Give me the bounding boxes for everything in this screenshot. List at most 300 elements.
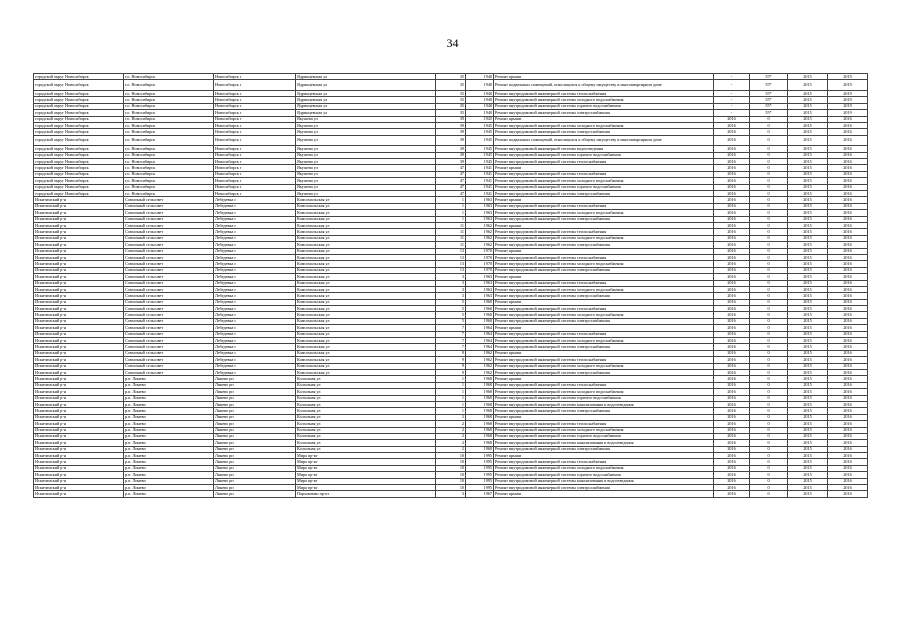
street-cell: Комсомольская ул — [296, 363, 436, 369]
build-year-cell: 1995 — [466, 478, 494, 484]
locality-cell: Новосибирск г — [214, 80, 296, 91]
end-year-cell: 2016 — [828, 129, 868, 135]
locality-cell: Лебедевка с — [214, 203, 296, 209]
house-number-cell: 13 — [436, 254, 466, 260]
plan-year-cell: 2016 — [714, 159, 750, 165]
settlement-cell: г.о. Новосибирск — [124, 171, 214, 177]
settlement-cell: Совхозный сельсовет — [124, 235, 214, 241]
wear-cell: 0 — [750, 159, 788, 165]
work-type-cell: Ремонт крыши — [494, 414, 714, 420]
settlement-cell: р.п. Линево — [124, 465, 214, 471]
street-cell: Комсомольская ул — [296, 357, 436, 363]
wear-cell: 0 — [750, 459, 788, 465]
wear-cell: 55* — [750, 97, 788, 103]
end-year-cell: 2016 — [828, 427, 868, 433]
locality-cell: Линево рп — [214, 453, 296, 459]
plan-year-cell: 2016 — [714, 267, 750, 273]
settlement-cell: р.п. Линево — [124, 485, 214, 491]
build-year-cell: 1941 — [466, 178, 494, 184]
settlement-cell: р.п. Линево — [124, 376, 214, 382]
build-year-cell: 1962 — [466, 229, 494, 235]
end-year-cell: 2016 — [828, 408, 868, 414]
start-year-cell: 2015 — [788, 229, 828, 235]
work-type-cell: Ремонт внутридомовой инженерной системы электроснабжения — [494, 408, 714, 414]
locality-cell: Лебедевка с — [214, 267, 296, 273]
start-year-cell: 2015 — [788, 280, 828, 286]
house-number-cell: 11 — [436, 223, 466, 229]
work-type-cell: Ремонт внутридомовой инженерной системы холодного водоснабжения — [494, 465, 714, 471]
street-cell: Ядринцевская ул — [296, 103, 436, 109]
build-year-cell: 1962 — [466, 350, 494, 356]
work-type-cell: Ремонт внутридомовой инженерной системы электроснабжения — [494, 216, 714, 222]
municipality-cell: Искитимский р-н — [34, 312, 124, 318]
plan-year-cell: 2016 — [714, 223, 750, 229]
build-year-cell: 1960 — [466, 318, 494, 324]
house-number-cell: 7 — [436, 325, 466, 331]
work-type-cell: Ремонт крыши — [494, 248, 714, 254]
street-cell: Комсомольская ул — [296, 280, 436, 286]
locality-cell: Лебедевка с — [214, 344, 296, 350]
house-number-cell: 10 — [436, 453, 466, 459]
start-year-cell: 2015 — [788, 90, 828, 96]
end-year-cell: 2016 — [828, 363, 868, 369]
locality-cell: Линево рп — [214, 485, 296, 491]
wear-cell: 0 — [750, 223, 788, 229]
street-cell: Колхозная ул — [296, 414, 436, 420]
work-type-cell: Ремонт подвальных помещений, относящихся к общему имуществу в многоквартирном доме — [494, 135, 714, 146]
street-cell: Комсомольская ул — [296, 286, 436, 292]
build-year-cell: 1963 — [466, 203, 494, 209]
house-number-cell: 47 — [436, 171, 466, 177]
street-cell: Колхозная ул — [296, 401, 436, 407]
street-cell: Колхозная ул — [296, 433, 436, 439]
locality-cell: Лебедевка с — [214, 229, 296, 235]
municipality-cell: Искитимский р-н — [34, 248, 124, 254]
build-year-cell: 1970 — [466, 261, 494, 267]
start-year-cell: 2015 — [788, 433, 828, 439]
start-year-cell: 2015 — [788, 408, 828, 414]
municipality-cell: Искитимский р-н — [34, 280, 124, 286]
wear-cell: 55* — [750, 80, 788, 91]
start-year-cell: 2015 — [788, 203, 828, 209]
municipality-cell: городской округ Новосибирск — [34, 97, 124, 103]
street-cell: Комсомольская ул — [296, 331, 436, 337]
street-cell: Колхозная ул — [296, 421, 436, 427]
work-type-cell: Ремонт крыши — [494, 274, 714, 280]
work-type-cell: Ремонт внутридомовой инженерной системы горячего водоснабжения — [494, 152, 714, 158]
table-row — [34, 491, 868, 497]
end-year-cell: 2016 — [828, 389, 868, 395]
street-cell: Комсомольская ул — [296, 210, 436, 216]
work-type-cell: Ремонт крыши — [494, 116, 714, 122]
municipality-cell: Искитимский р-н — [34, 357, 124, 363]
start-year-cell: 2015 — [788, 459, 828, 465]
street-cell: Колхозная ул — [296, 376, 436, 382]
start-year-cell: 2015 — [788, 248, 828, 254]
settlement-cell: г.о. Новосибирск — [124, 74, 214, 80]
plan-year-cell: 2016 — [714, 152, 750, 158]
start-year-cell: 2015 — [788, 122, 828, 128]
end-year-cell: 2016 — [828, 395, 868, 401]
end-year-cell: 2016 — [828, 344, 868, 350]
build-year-cell: 1995 — [466, 453, 494, 459]
start-year-cell: 2015 — [788, 472, 828, 478]
work-type-cell: Ремонт внутридомовой инженерной системы электроснабжения — [494, 318, 714, 324]
work-type-cell: Ремонт внутридомовой инженерной системы холодного водоснабжения — [494, 97, 714, 103]
work-type-cell: Ремонт внутридомовой инженерной системы канализования и водоотведения — [494, 440, 714, 446]
settlement-cell: р.п. Линево — [124, 478, 214, 484]
work-type-cell: Ремонт внутридомовой инженерной системы холодного водоснабжения — [494, 338, 714, 344]
locality-cell: Лебедевка с — [214, 235, 296, 241]
plan-year-cell: 2016 — [714, 122, 750, 128]
house-number-cell: 47 — [436, 178, 466, 184]
end-year-cell: 2016 — [828, 135, 868, 146]
build-year-cell: 1968 — [466, 433, 494, 439]
wear-cell: 0 — [750, 427, 788, 433]
street-cell: Комсомольская ул — [296, 203, 436, 209]
wear-cell: 0 — [750, 395, 788, 401]
end-year-cell: 2016 — [828, 229, 868, 235]
plan-year-cell: 2016 — [714, 465, 750, 471]
work-type-cell: Ремонт крыши — [494, 350, 714, 356]
street-cell: Якушева ул — [296, 178, 436, 184]
repair-program-table — [33, 73, 868, 498]
locality-cell: Лебедевка с — [214, 350, 296, 356]
house-number-cell: 2 — [436, 440, 466, 446]
build-year-cell: 1963 — [466, 293, 494, 299]
build-year-cell: 1968 — [466, 376, 494, 382]
house-number-cell: 39 — [436, 135, 466, 146]
wear-cell: 0 — [750, 254, 788, 260]
start-year-cell: 2015 — [788, 485, 828, 491]
locality-cell: Лебедевка с — [214, 216, 296, 222]
house-number-cell: 3 — [436, 280, 466, 286]
work-type-cell: Ремонт крыши — [494, 197, 714, 203]
work-type-cell: Ремонт внутридомовой инженерной системы электроснабжения — [494, 369, 714, 375]
start-year-cell: 2015 — [788, 216, 828, 222]
locality-cell: Лебедевка с — [214, 254, 296, 260]
settlement-cell: р.п. Линево — [124, 389, 214, 395]
start-year-cell: 2015 — [788, 152, 828, 158]
locality-cell: Новосибирск г — [214, 122, 296, 128]
table-row — [34, 135, 868, 146]
work-type-cell: Ремонт внутридомовой инженерной системы электроснабжения — [494, 485, 714, 491]
street-cell: Комсомольская ул — [296, 261, 436, 267]
settlement-cell: г.о. Новосибирск — [124, 110, 214, 116]
work-type-cell: Ремонт внутридомовой инженерной системы теплоснабжения — [494, 421, 714, 427]
wear-cell: 0 — [750, 446, 788, 452]
municipality-cell: Искитимский р-н — [34, 446, 124, 452]
plan-year-cell: 2016 — [714, 216, 750, 222]
locality-cell: Лебедевка с — [214, 248, 296, 254]
locality-cell: Линево рп — [214, 459, 296, 465]
settlement-cell: Совхозный сельсовет — [124, 369, 214, 375]
settlement-cell: г.о. Новосибирск — [124, 191, 214, 197]
build-year-cell: 1960 — [466, 299, 494, 305]
plan-year-cell: 2016 — [714, 235, 750, 241]
locality-cell: Линево рп — [214, 491, 296, 497]
end-year-cell: 2016 — [828, 184, 868, 190]
start-year-cell: 2015 — [788, 254, 828, 260]
house-number-cell: 39 — [436, 152, 466, 158]
settlement-cell: г.о. Новосибирск — [124, 178, 214, 184]
start-year-cell: 2015 — [788, 103, 828, 109]
house-number-cell: 39 — [436, 159, 466, 165]
street-cell: Якушева ул — [296, 116, 436, 122]
locality-cell: Линево рп — [214, 401, 296, 407]
plan-year-cell: 2016 — [714, 129, 750, 135]
build-year-cell: 1963 — [466, 280, 494, 286]
work-type-cell: Ремонт внутридомовой инженерной системы холодного водоснабжения — [494, 427, 714, 433]
wear-cell: 0 — [750, 280, 788, 286]
house-number-cell: 2 — [436, 433, 466, 439]
start-year-cell: 2015 — [788, 344, 828, 350]
work-type-cell: Ремонт внутридомовой инженерной системы электроснабжения — [494, 267, 714, 273]
plan-year-cell: - — [714, 97, 750, 103]
settlement-cell: р.п. Линево — [124, 382, 214, 388]
house-number-cell: 35 — [436, 110, 466, 116]
start-year-cell: 2015 — [788, 312, 828, 318]
end-year-cell: 2016 — [828, 465, 868, 471]
house-number-cell: 10 — [436, 459, 466, 465]
locality-cell: Лебедевка с — [214, 293, 296, 299]
work-type-cell: Ремонт внутридомовой инженерной системы электроснабжения — [494, 344, 714, 350]
work-type-cell: Ремонт внутридомовой инженерной системы теплоснабжения — [494, 306, 714, 312]
settlement-cell: Совхозный сельсовет — [124, 363, 214, 369]
municipality-cell: Искитимский р-н — [34, 254, 124, 260]
house-number-cell: 47 — [436, 184, 466, 190]
wear-cell: 0 — [750, 135, 788, 146]
house-number-cell: 2 — [436, 427, 466, 433]
locality-cell: Новосибирск г — [214, 135, 296, 146]
end-year-cell: 2016 — [828, 446, 868, 452]
house-number-cell: 39 — [436, 116, 466, 122]
build-year-cell: 1968 — [466, 389, 494, 395]
end-year-cell: 2016 — [828, 357, 868, 363]
house-number-cell: 10 — [436, 472, 466, 478]
work-type-cell: Ремонт внутридомовой инженерной системы горячего водоснабжения — [494, 395, 714, 401]
end-year-cell: 2016 — [828, 306, 868, 312]
municipality-cell: городской округ Новосибирск — [34, 184, 124, 190]
settlement-cell: р.п. Линево — [124, 446, 214, 452]
municipality-cell: Искитимский р-н — [34, 229, 124, 235]
plan-year-cell: 2016 — [714, 274, 750, 280]
plan-year-cell: 2016 — [714, 165, 750, 171]
build-year-cell: 1941 — [466, 165, 494, 171]
municipality-cell: Искитимский р-н — [34, 485, 124, 491]
municipality-cell: Искитимский р-н — [34, 421, 124, 427]
house-number-cell: 39 — [436, 129, 466, 135]
settlement-cell: г.о. Новосибирск — [124, 90, 214, 96]
end-year-cell: 2016 — [828, 146, 868, 152]
house-number-cell: 5 — [436, 312, 466, 318]
wear-cell: 0 — [750, 376, 788, 382]
settlement-cell: Совхозный сельсовет — [124, 331, 214, 337]
settlement-cell: Совхозный сельсовет — [124, 242, 214, 248]
plan-year-cell: 2016 — [714, 299, 750, 305]
settlement-cell: г.о. Новосибирск — [124, 116, 214, 122]
settlement-cell: Совхозный сельсовет — [124, 312, 214, 318]
street-cell: Мира пр-кт — [296, 478, 436, 484]
work-type-cell: Ремонт подвальных помещений, относящихся к общему имуществу в многоквартирном доме — [494, 80, 714, 91]
plan-year-cell: 2016 — [714, 331, 750, 337]
street-cell: Мира пр-кт — [296, 465, 436, 471]
end-year-cell: 2016 — [828, 216, 868, 222]
start-year-cell: 2015 — [788, 80, 828, 91]
street-cell: Комсомольская ул — [296, 306, 436, 312]
plan-year-cell: 2016 — [714, 478, 750, 484]
house-number-cell: 1 — [436, 216, 466, 222]
street-cell: Комсомольская ул — [296, 267, 436, 273]
settlement-cell: Совхозный сельсовет — [124, 325, 214, 331]
work-type-cell: Ремонт внутридомовой инженерной системы холодного водоснабжения — [494, 122, 714, 128]
house-number-cell: 1 — [436, 197, 466, 203]
build-year-cell: 1968 — [466, 401, 494, 407]
locality-cell: Лебедевка с — [214, 242, 296, 248]
start-year-cell: 2015 — [788, 369, 828, 375]
settlement-cell: р.п. Линево — [124, 427, 214, 433]
start-year-cell: 2015 — [788, 184, 828, 190]
work-type-cell: Ремонт внутридомовой инженерной системы канализования и водоотведения — [494, 401, 714, 407]
end-year-cell: 2016 — [828, 152, 868, 158]
wear-cell: 55* — [750, 90, 788, 96]
build-year-cell: 1963 — [466, 197, 494, 203]
start-year-cell: 2015 — [788, 478, 828, 484]
start-year-cell: 2015 — [788, 299, 828, 305]
wear-cell: 0 — [750, 491, 788, 497]
plan-year-cell: - — [714, 90, 750, 96]
wear-cell: 0 — [750, 197, 788, 203]
street-cell: Пархоменко пр-кт — [296, 491, 436, 497]
start-year-cell: 2015 — [788, 395, 828, 401]
work-type-cell: Ремонт внутридомовой инженерной системы водоотведения — [494, 146, 714, 152]
build-year-cell: 1960 — [466, 312, 494, 318]
start-year-cell: 2015 — [788, 110, 828, 116]
start-year-cell: 2015 — [788, 171, 828, 177]
build-year-cell: 1964 — [466, 325, 494, 331]
municipality-cell: Искитимский р-н — [34, 478, 124, 484]
municipality-cell: городской округ Новосибирск — [34, 152, 124, 158]
municipality-cell: Искитимский р-н — [34, 210, 124, 216]
street-cell: Якушева ул — [296, 146, 436, 152]
plan-year-cell: 2016 — [714, 440, 750, 446]
end-year-cell: 2016 — [828, 440, 868, 446]
start-year-cell: 2015 — [788, 318, 828, 324]
start-year-cell: 2015 — [788, 165, 828, 171]
build-year-cell: 1940 — [466, 90, 494, 96]
build-year-cell: 1968 — [466, 395, 494, 401]
start-year-cell: 2015 — [788, 325, 828, 331]
work-type-cell: Ремонт внутридомовой инженерной системы теплоснабжения — [494, 459, 714, 465]
settlement-cell: р.п. Линево — [124, 472, 214, 478]
build-year-cell: 1962 — [466, 363, 494, 369]
settlement-cell: Совхозный сельсовет — [124, 267, 214, 273]
wear-cell: 0 — [750, 129, 788, 135]
build-year-cell: 1945 — [466, 129, 494, 135]
house-number-cell: 9 — [436, 350, 466, 356]
build-year-cell: 1963 — [466, 210, 494, 216]
street-cell: Мира пр-кт — [296, 453, 436, 459]
settlement-cell: Совхозный сельсовет — [124, 216, 214, 222]
municipality-cell: Искитимский р-н — [34, 286, 124, 292]
work-type-cell: Ремонт внутридомовой инженерной системы холодного водоснабжения — [494, 178, 714, 184]
settlement-cell: г.о. Новосибирск — [124, 97, 214, 103]
start-year-cell: 2015 — [788, 191, 828, 197]
street-cell: Комсомольская ул — [296, 235, 436, 241]
start-year-cell: 2015 — [788, 465, 828, 471]
build-year-cell: 1964 — [466, 331, 494, 337]
wear-cell: 0 — [750, 216, 788, 222]
build-year-cell: 1962 — [466, 357, 494, 363]
wear-cell: 0 — [750, 331, 788, 337]
house-number-cell: 5 — [436, 318, 466, 324]
house-number-cell: 3 — [436, 286, 466, 292]
wear-cell: 0 — [750, 267, 788, 273]
street-cell: Якушева ул — [296, 122, 436, 128]
municipality-cell: Искитимский р-н — [34, 267, 124, 273]
end-year-cell: 2019 — [828, 74, 868, 80]
start-year-cell: 2015 — [788, 357, 828, 363]
street-cell: Комсомольская ул — [296, 299, 436, 305]
settlement-cell: Совхозный сельсовет — [124, 299, 214, 305]
settlement-cell: Совхозный сельсовет — [124, 344, 214, 350]
end-year-cell: 2016 — [828, 421, 868, 427]
build-year-cell: 1970 — [466, 267, 494, 273]
build-year-cell: 1940 — [466, 80, 494, 91]
end-year-cell: 2019 — [828, 97, 868, 103]
plan-year-cell: 2016 — [714, 376, 750, 382]
wear-cell: 0 — [750, 414, 788, 420]
locality-cell: Лебедевка с — [214, 306, 296, 312]
house-number-cell: 1 — [436, 203, 466, 209]
settlement-cell: Совхозный сельсовет — [124, 229, 214, 235]
municipality-cell: Искитимский р-н — [34, 433, 124, 439]
plan-year-cell: 2016 — [714, 135, 750, 146]
street-cell: Якушева ул — [296, 165, 436, 171]
end-year-cell: 2016 — [828, 210, 868, 216]
settlement-cell: р.п. Линево — [124, 453, 214, 459]
work-type-cell: Ремонт внутридомовой инженерной системы электроснабжения — [494, 446, 714, 452]
plan-year-cell: 2016 — [714, 350, 750, 356]
start-year-cell: 2015 — [788, 491, 828, 497]
wear-cell: 0 — [750, 312, 788, 318]
settlement-cell: Совхозный сельсовет — [124, 286, 214, 292]
start-year-cell: 2015 — [788, 146, 828, 152]
end-year-cell: 2016 — [828, 159, 868, 165]
settlement-cell: г.о. Новосибирск — [124, 146, 214, 152]
work-type-cell: Ремонт внутридомовой инженерной системы теплоснабжения — [494, 254, 714, 260]
start-year-cell: 2015 — [788, 242, 828, 248]
street-cell: Колхозная ул — [296, 446, 436, 452]
wear-cell: 0 — [750, 357, 788, 363]
wear-cell: 0 — [750, 421, 788, 427]
street-cell: Ядринцевская ул — [296, 80, 436, 91]
locality-cell: Лебедевка с — [214, 357, 296, 363]
plan-year-cell: 2016 — [714, 369, 750, 375]
house-number-cell: 1 — [436, 210, 466, 216]
locality-cell: Лебедевка с — [214, 299, 296, 305]
plan-year-cell: 2016 — [714, 472, 750, 478]
end-year-cell: 2016 — [828, 382, 868, 388]
build-year-cell: 1940 — [466, 103, 494, 109]
plan-year-cell: 2016 — [714, 389, 750, 395]
locality-cell: Лебедевка с — [214, 210, 296, 216]
street-cell: Якушева ул — [296, 171, 436, 177]
start-year-cell: 2015 — [788, 197, 828, 203]
municipality-cell: городской округ Новосибирск — [34, 129, 124, 135]
locality-cell: Лебедевка с — [214, 261, 296, 267]
street-cell: Комсомольская ул — [296, 216, 436, 222]
